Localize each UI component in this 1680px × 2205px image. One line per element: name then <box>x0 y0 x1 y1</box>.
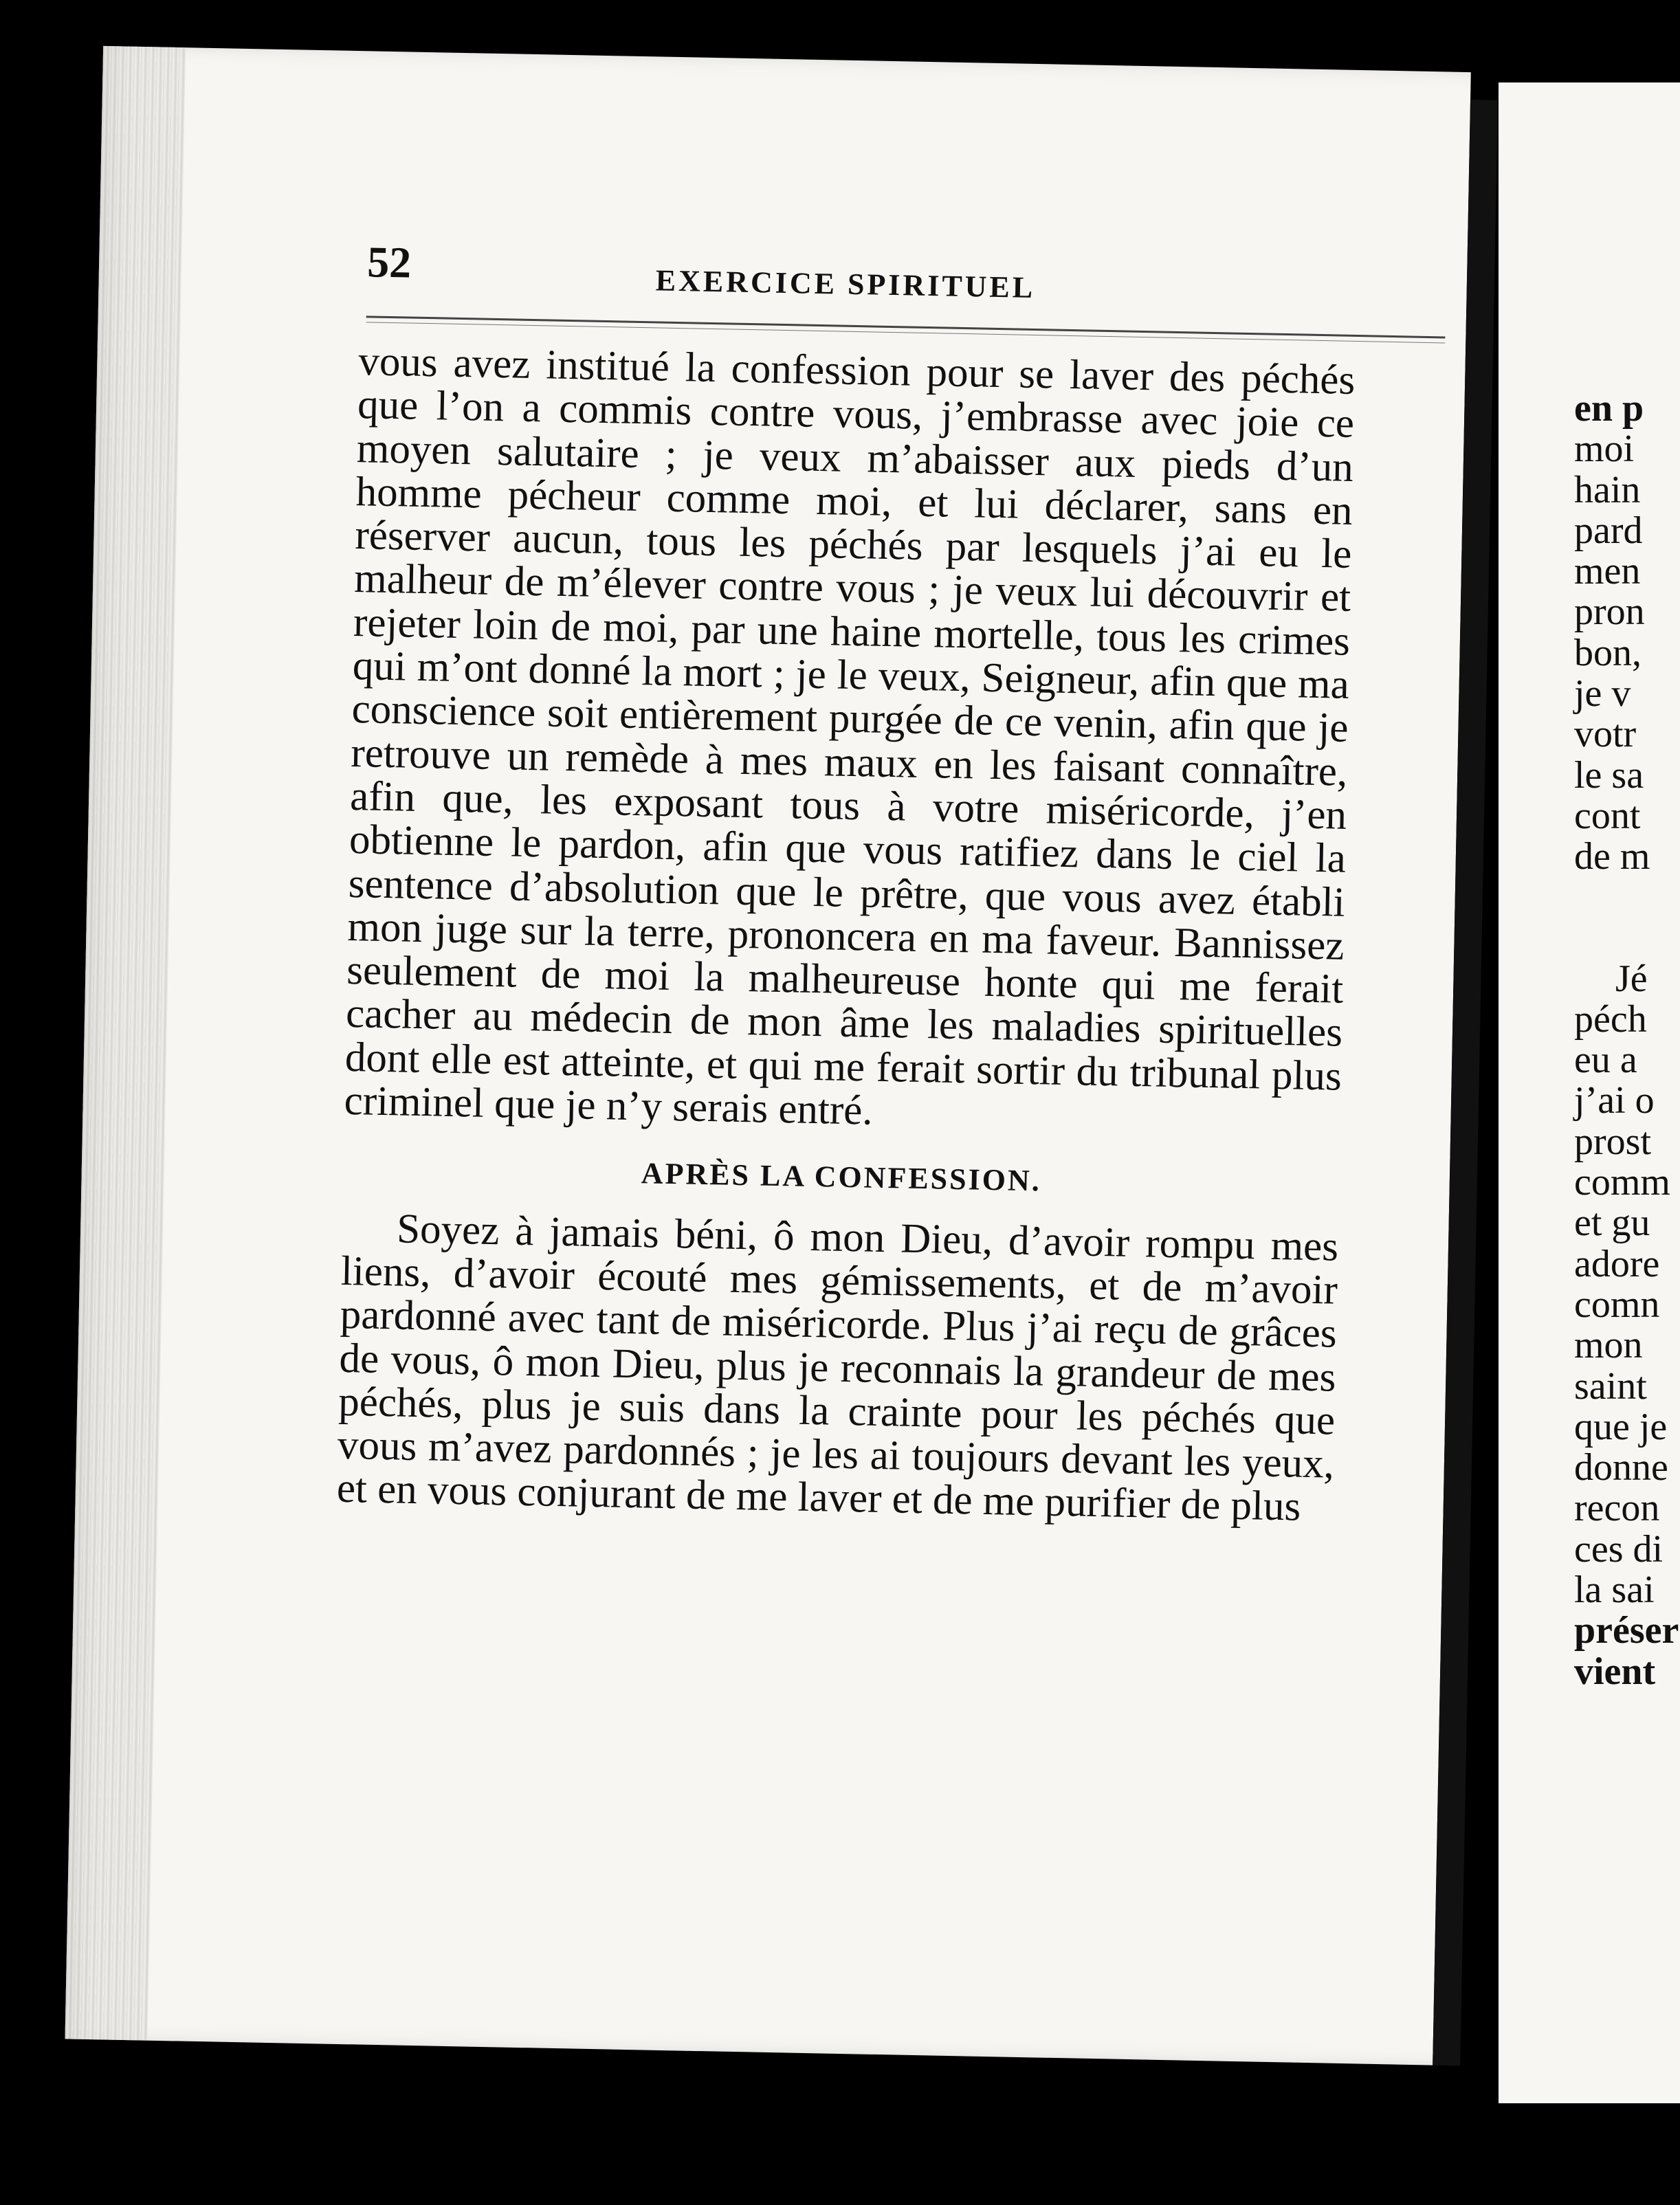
fragment-line: men <box>1574 550 1641 593</box>
section-title: APRÈS LA CONFESSION. <box>641 1156 1042 1198</box>
page-header <box>366 216 1447 319</box>
running-head: EXERCICE SPIRITUEL <box>655 263 1036 304</box>
fragment-line: pard <box>1574 509 1643 552</box>
page-number: 52 <box>366 237 412 287</box>
fragment-line: vient <box>1574 1650 1656 1693</box>
fragment-line: bon, <box>1574 631 1642 674</box>
fragment-line: Jé <box>1615 957 1648 1000</box>
fragment-line: péch <box>1574 997 1647 1041</box>
fragment-line: cont <box>1574 794 1641 837</box>
fragment-line: j’ai o <box>1574 1079 1655 1122</box>
fragment-line: que je <box>1574 1405 1668 1448</box>
fragment-line: je v <box>1574 672 1631 716</box>
fragment-line: hain <box>1574 468 1641 511</box>
fragment-line: donne <box>1574 1446 1668 1489</box>
fragment-line: la sai <box>1574 1569 1655 1612</box>
paragraph-after-confession: Soyez à jamais béni, ô mon Dieu, d’avoir rompu mes liens, d’avoir écouté mes gémissements, et de m’avoir pardonné avec tant de miséricorde. Plus j’ai reçu de grâces de vous, ô mon Dieu, plus je reconnais la grandeur de mes péchés, plus je suis dans la crainte pour les péchés que vous m’avez pardonnés ; je les ai toujours devant les yeux, et en vous conjurant de me laver et de me purifier de plus <box>336 1206 1339 1531</box>
fragment-line: votr <box>1574 713 1637 756</box>
book-spine <box>1433 100 1498 2065</box>
fragment-line: eu a <box>1574 1039 1637 1082</box>
header-rule <box>366 315 1446 343</box>
fragment-line: de m <box>1574 835 1650 878</box>
fragment-line: saint <box>1574 1364 1647 1408</box>
paragraph-confession-prayer: vous avez institué la confession pour se laver des péchés que l’on a commis contre vous, j’embrasse avec joie ce moyen salutaire ; je veux m’abaisser aux pieds d’un homme pécheur comme moi, et lui déclarer, sans en réserver aucun, tous les péchés par lesquels j’ai eu le malheur de m’élever contre vous ; je veux lui découvrir et rejeter loin de moi, par une haine mortelle, tous les crimes qui m’ont donné la mort ; je le veux, Seigneur, afin que ma conscience soit entièrement purgée de ce venin, afin que je retrouve un remède à mes maux en les faisant connaître, afin que, les exposant tous à votre miséricorde, j’en obtienne le pardon, afin que vous ratifiez dans le ciel la sentence d’absolution que le prêtre, que vous avez établi mon juge sur la terre, prononcera en ma faveur. Bannissez seulement de moi la malheureuse honte qui me ferait cacher au médecin de mon âme les maladies spirituelles dont elle est atteinte, et qui me ferait sortir du tribunal plus criminel que je n’y serais entré. <box>344 338 1356 1134</box>
fragment-line: préser <box>1574 1609 1679 1652</box>
fragment-line: le sa <box>1574 753 1644 797</box>
page-edge-texture <box>65 46 186 2041</box>
fragment-line: moi <box>1574 428 1635 471</box>
fragment-line: recon <box>1574 1487 1660 1530</box>
fragment-line: mon <box>1574 1324 1643 1367</box>
fragment-line: et gu <box>1574 1201 1650 1245</box>
left-page <box>65 46 1471 2065</box>
fragment-line: en p <box>1574 387 1644 430</box>
right-page-text <box>1574 388 1679 1692</box>
body-text <box>336 340 1355 1529</box>
fragment-line: comn <box>1574 1283 1660 1326</box>
fragment-gap <box>1574 878 1679 959</box>
fragment-line: adore <box>1574 1242 1660 1285</box>
fragment-line: ces di <box>1574 1527 1664 1571</box>
fragment-line: prost <box>1574 1120 1651 1163</box>
right-page-fragment <box>1499 82 1680 2103</box>
fragment-line: comm <box>1574 1161 1670 1204</box>
fragment-line: pron <box>1574 590 1645 634</box>
